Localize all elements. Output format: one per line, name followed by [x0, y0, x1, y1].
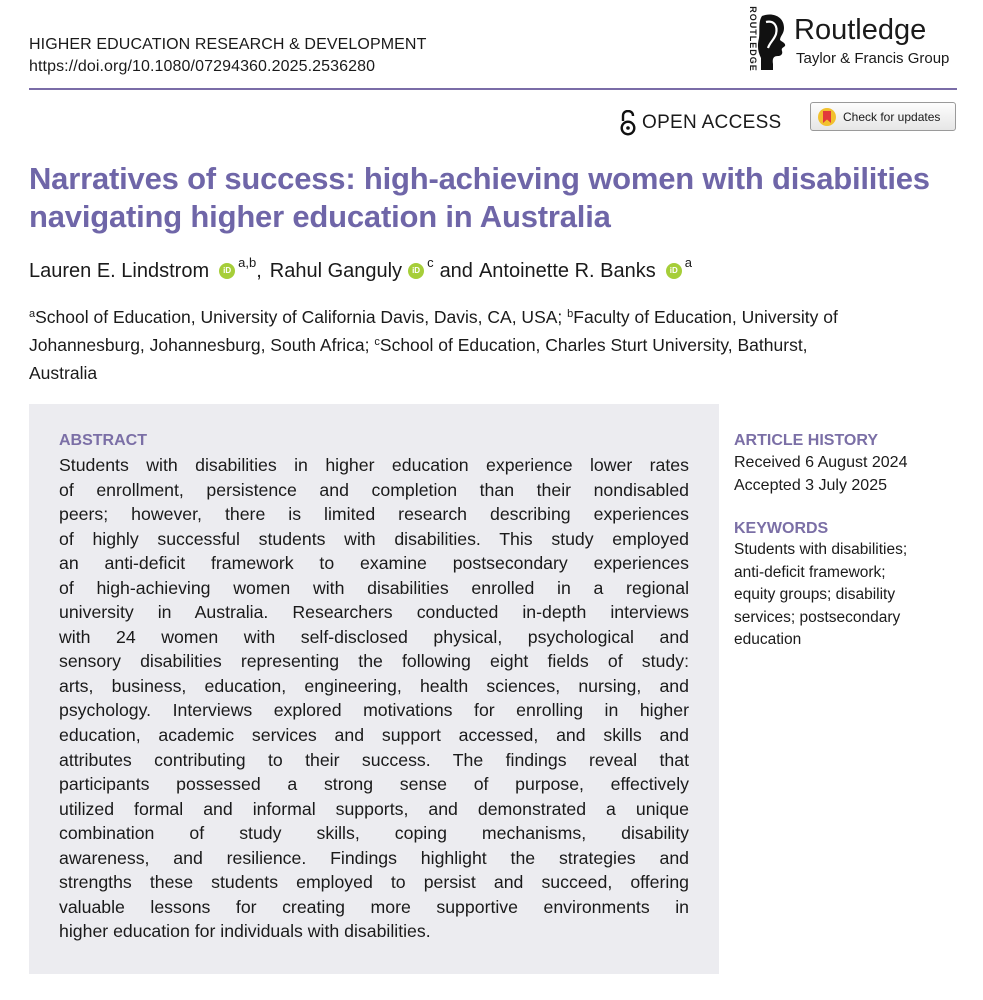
author-list	[29, 256, 692, 286]
abstract-line: combination of study skills, coping mechanisms, disability	[59, 823, 689, 844]
abstract-line: sensory disabilities representing the following eight fields of study:	[59, 651, 689, 672]
keyword-line: education	[734, 631, 802, 648]
journal-name: HIGHER EDUCATION RESEARCH & DEVELOPMENT	[29, 36, 427, 53]
abstract-line: Students with disabilities in higher education experience lower rates	[59, 455, 689, 475]
abstract-line: psychology. Interviews explored motivations for enrolling in higher	[59, 700, 689, 721]
abstract-line: an anti-deficit framework to examine postsecondary experiences	[59, 553, 689, 574]
check-for-updates-label: Check for updates	[843, 109, 941, 124]
orcid-icon[interactable]: iD	[219, 263, 235, 279]
received-date: Received 6 August 2024	[734, 454, 908, 471]
affiliation-line	[29, 305, 959, 333]
abstract-line: peers; however, there is limited research describing experiences	[59, 504, 689, 525]
publisher-spine-text: ROUTLEDGE	[747, 6, 758, 72]
article-history	[734, 431, 954, 497]
affiliation-c-part2: Australia	[29, 363, 98, 383]
article-title: Narratives of success: high-achieving women with disabilities navigating higher education in Australia	[29, 161, 930, 234]
abstract-line: of high-achieving women with disabilities enrolled in a regional	[59, 577, 689, 598]
publisher-group: Taylor & Francis Group	[796, 50, 950, 67]
orcid-icon[interactable]: iD	[666, 263, 682, 279]
accepted-date: Accepted 3 July 2025	[734, 477, 887, 494]
abstract-line: higher education for individuals with disabilities.	[59, 921, 431, 942]
abstract-line: utilized formal and informal supports, and demonstrated a unique	[59, 798, 689, 819]
affiliation-b-part1: Faculty of Education, University of	[573, 307, 838, 327]
keyword-line: anti-deficit framework;	[734, 563, 886, 581]
affiliation-b-part2: Johannesburg, Johannesburg, South Africa;	[29, 335, 370, 355]
doi-link[interactable]: https://doi.org/10.1080/07294360.2025.2536280	[29, 58, 376, 75]
author-separator: ,	[256, 260, 262, 282]
journal-header	[29, 34, 426, 78]
open-lock-icon	[620, 110, 636, 136]
affiliation-mark: b	[567, 308, 574, 320]
keyword-line: equity groups; disability	[734, 586, 896, 603]
abstract-line: participants possessed a strong sense of purpose, effectively	[59, 774, 689, 795]
author-affiliation-mark: c	[427, 255, 434, 270]
check-for-updates-button[interactable]	[810, 102, 956, 131]
author-name[interactable]: Rahul Ganguly	[269, 260, 403, 282]
affiliation-line	[29, 361, 959, 386]
abstract-line: of enrollment, persistence and completion than their nondisabled	[59, 479, 689, 500]
affiliation-mark: c	[374, 336, 380, 348]
affiliation-line	[29, 333, 959, 361]
abstract-line: of highly successful students with disabilities. This study employed	[59, 528, 689, 549]
keywords-heading: KEYWORDS	[734, 520, 829, 537]
author-name[interactable]: Antoinette R. Banks	[478, 260, 656, 282]
bookmark-check-icon	[817, 107, 837, 127]
affiliation-a: School of Education, University of California Davis, Davis, CA, USA;	[35, 307, 563, 327]
abstract-line: strengths these students employed to persist and succeed, offering	[59, 872, 689, 893]
publisher-logo[interactable]	[742, 6, 962, 74]
open-access-badge	[620, 108, 782, 138]
abstract-body	[59, 453, 689, 944]
keyword-line: Students with disabilities;	[734, 541, 908, 558]
abstract-heading: ABSTRACT	[59, 432, 147, 449]
keywords-section	[734, 519, 954, 652]
author-affiliation-mark: a	[684, 255, 692, 270]
abstract-line: attributes contributing to their success. The findings reveal that	[59, 749, 689, 770]
orcid-icon[interactable]: iD	[408, 263, 424, 279]
abstract-line: university in Australia. Researchers conducted in-depth interviews	[59, 602, 689, 623]
abstract-line: valuable lessons for creating more supportive environments in	[59, 896, 689, 917]
publisher-name: Routledge	[794, 14, 927, 46]
affiliation-mark: a	[29, 308, 36, 320]
abstract-line: with 24 women with self-disclosed physical, psychological and	[59, 626, 689, 647]
abstract-line: awareness, and resilience. Findings highlight the strategies and	[59, 847, 689, 868]
abstract-line: arts, business, education, engineering, health sciences, nursing, and	[59, 675, 689, 696]
routledge-head-logo-icon	[756, 12, 790, 72]
abstract-line: education, academic services and support accessed, and skills and	[59, 725, 689, 746]
affiliations	[29, 305, 959, 386]
author-affiliation-mark: a,b	[238, 255, 257, 270]
keyword-line: services; postsecondary	[734, 608, 901, 626]
open-access-label: OPEN ACCESS	[642, 112, 782, 133]
author-separator: and	[439, 260, 473, 282]
header-rule	[29, 88, 957, 90]
publisher-spine	[742, 6, 758, 72]
affiliation-c-part1: School of Education, Charles Sturt University, Bathurst,	[379, 335, 808, 355]
article-history-heading: ARTICLE HISTORY	[734, 432, 879, 449]
author-name[interactable]: Lauren E. Lindstrom	[29, 260, 210, 282]
